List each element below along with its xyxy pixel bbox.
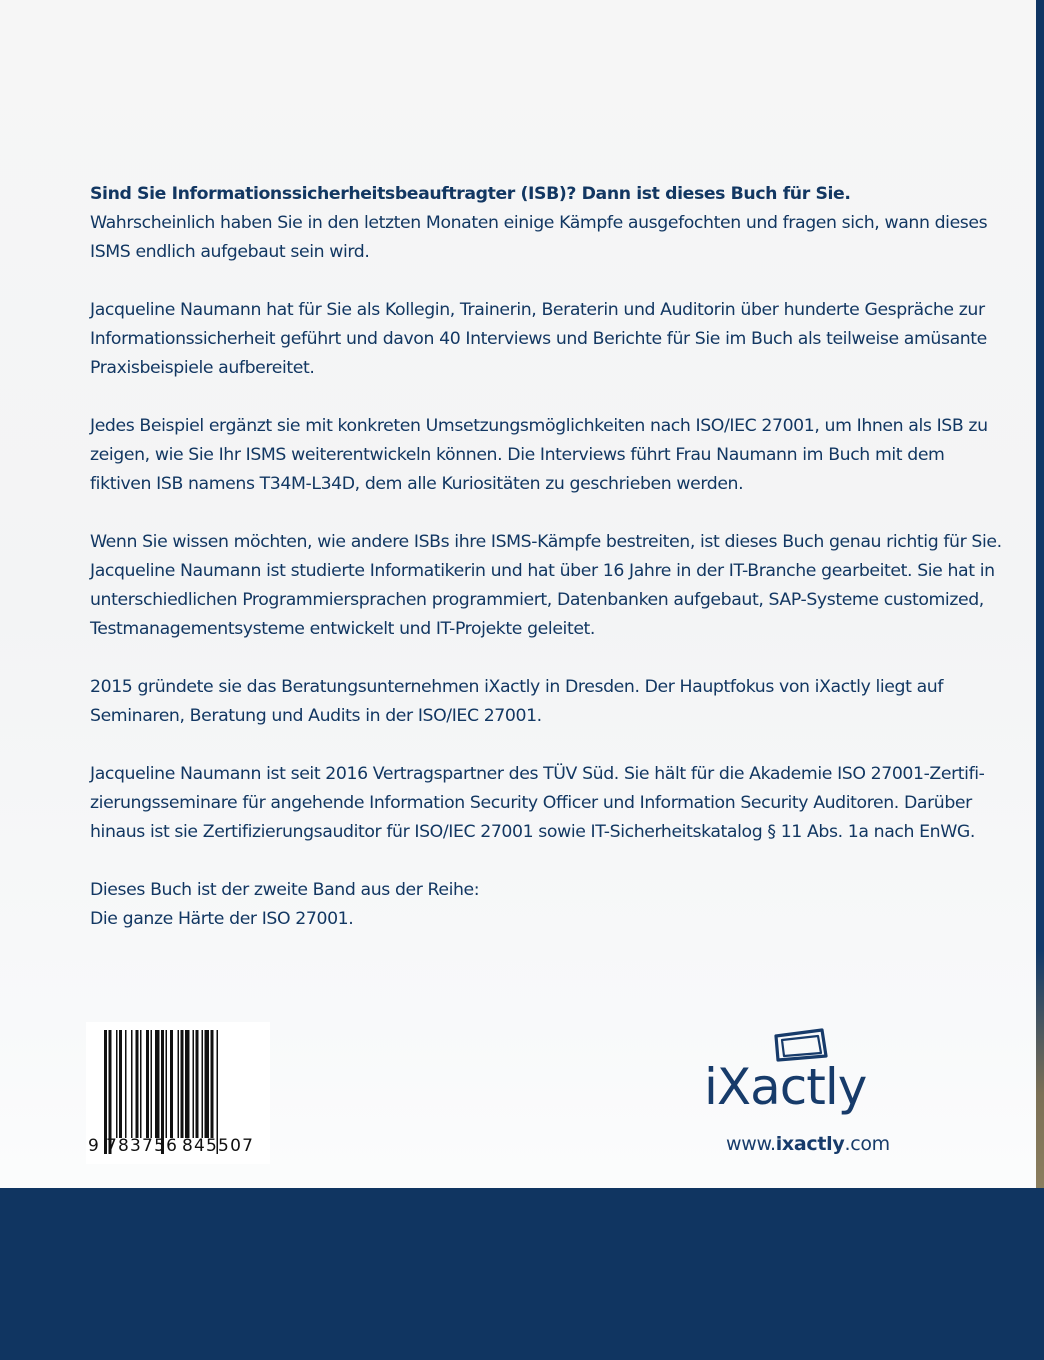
paragraph-company (90, 673, 960, 731)
url-domain: ixactly (775, 1133, 845, 1155)
text-line: Praxisbeispiele aufbereitet. (90, 358, 315, 378)
text-line: hinaus ist sie Zertifizierungsauditor für ISO/IEC 27001 sowie IT-Sicherheitskatalog § 11 Abs. 1a nach EnWG. (90, 822, 975, 842)
paragraph-series (90, 876, 960, 934)
paragraph-examples (90, 412, 988, 499)
text-line: fiktiven ISB namens T34M-L34D, dem alle Kuriositäten zu geschrieben werden. (90, 474, 744, 494)
text-line: Jedes Beispiel ergänzt sie mit konkreten Umsetzungsmöglichkeiten nach ISO/IEC 27001, um Ihnen als ISB zu (90, 416, 988, 436)
text-line: 2015 gründete sie das Beratungsunternehmen iXactly in Dresden. Der Hauptfokus von iXactly liegt auf (90, 677, 944, 697)
text-line: Testmanagementsysteme entwickelt und IT-Projekte geleitet. (90, 619, 596, 639)
right-edge-stripe (1036, 0, 1044, 1188)
text-line: Jacqueline Naumann ist studierte Informatikerin und hat über 16 Jahre in der IT-Branche gearbeitet. Sie hat in (90, 561, 995, 581)
text-line: Jacqueline Naumann ist seit 2016 Vertragspartner des TÜV Süd. Sie hält für die Akademie ISO 27001-Zertifi- (90, 764, 985, 784)
text-line: Wahrscheinlich haben Sie in den letzten Monaten einige Kämpfe ausgefochten und fragen sich, wann dieses (90, 213, 988, 233)
ixactly-logo (700, 1024, 910, 1124)
isbn-group-right: 845507 (182, 1136, 255, 1156)
text-line: unterschiedlichen Programmiersprachen programmiert, Datenbanken aufgebaut, SAP-Systeme customized, (90, 590, 984, 610)
footer-band (0, 1188, 1044, 1360)
text-line: Jacqueline Naumann hat für Sie als Kollegin, Trainerin, Beraterin und Auditorin über hunderte Gespräche zur (90, 300, 985, 320)
headline: Sind Sie Informationssicherheitsbeauftragter (ISB)? Dann ist dieses Buch für Sie. (90, 184, 851, 204)
website-url[interactable] (726, 1133, 890, 1155)
paragraph-certification (90, 760, 985, 847)
url-suffix: .com (844, 1133, 890, 1155)
isbn-group-left: 783756 (106, 1136, 179, 1156)
logo-wordmark: iXactly (704, 1058, 867, 1116)
text-line: ISMS endlich aufgebaut sein wird. (90, 242, 370, 262)
url-prefix: www. (726, 1133, 776, 1155)
text-line: zeigen, wie Sie Ihr ISMS weiterentwickeln können. Die Interviews führt Frau Naumann im Buch mit dem (90, 445, 945, 465)
text-line: Die ganze Härte der ISO 27001. (90, 909, 354, 929)
isbn-number (86, 1136, 270, 1160)
back-cover-text (90, 180, 1002, 934)
text-line: Dieses Buch ist der zweite Band aus der Reihe: (90, 880, 480, 900)
isbn-first-digit: 9 (88, 1136, 99, 1156)
text-line: Informationssicherheit geführt und davon 40 Interviews und Berichte für Sie im Buch als teilweise amüsante (90, 329, 987, 349)
text-line: Seminaren, Beratung und Audits in der ISO/IEC 27001. (90, 706, 542, 726)
text-line: zierungsseminare für angehende Information Security Officer und Information Security Auditoren. Darüber (90, 793, 972, 813)
paragraph-author-bio (90, 528, 1002, 644)
paragraph-author-interviews (90, 296, 987, 383)
paragraph-intro (90, 180, 988, 267)
text-line: Wenn Sie wissen möchten, wie andere ISBs ihre ISMS-Kämpfe bestreiten, ist dieses Buch genau richtig für Sie. (90, 532, 1002, 552)
isbn-barcode (86, 1022, 270, 1164)
